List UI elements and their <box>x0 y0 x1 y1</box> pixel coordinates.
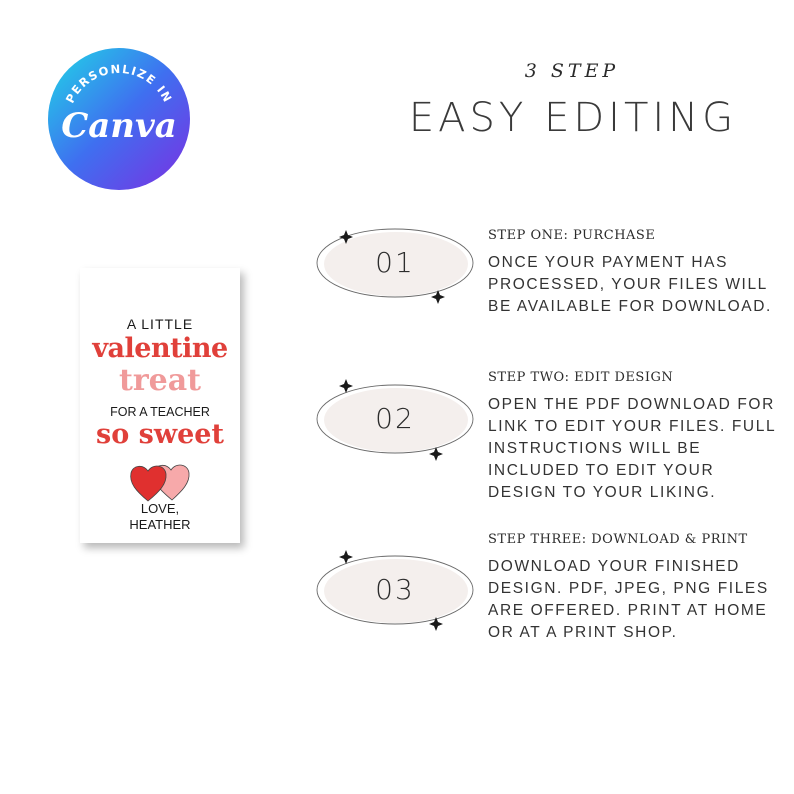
heading-big: EASY EDITING <box>408 95 738 141</box>
step-body-3: DOWNLOAD YOUR FINISHED DESIGN. PDF, JPEG, PNG FILES ARE OFFERED. PRINT AT HOME OR AT A PRINT SHOP. <box>488 558 769 641</box>
canva-badge <box>47 47 191 191</box>
step-title-1: STEP ONE: PURCHASE <box>488 228 656 243</box>
step-number-3: 03 <box>375 573 415 606</box>
step-number-1: 01 <box>375 246 415 279</box>
step-title-3: STEP THREE: DOWNLOAD & PRINT <box>488 532 748 547</box>
step-body-2: OPEN THE PDF DOWNLOAD FOR LINK TO EDIT YOUR FILES. FULL INSTRUCTIONS WILL BE INCLUDED TO EDIT YOUR DESIGN TO YOUR LIKING. <box>488 396 776 501</box>
step-badge-1 <box>310 218 480 308</box>
sample-card <box>80 268 240 543</box>
step-badge-2 <box>310 374 480 464</box>
card-line-1: A LITTLE <box>126 316 194 332</box>
step-text-1 <box>488 228 788 318</box>
step-body-1: ONCE YOUR PAYMENT HAS PROCESSED, YOUR FILES WILL BE AVAILABLE FOR DOWNLOAD. <box>488 254 772 315</box>
hearts-icon <box>126 458 196 503</box>
card-sign-1: LOVE, <box>140 501 180 516</box>
card-line-3: treat <box>118 363 202 398</box>
step-number-2: 02 <box>375 402 415 435</box>
card-line-4: FOR A TEACHER <box>110 405 210 419</box>
canva-logo-icon <box>47 47 191 191</box>
step-text-3 <box>488 532 788 644</box>
step-title-2: STEP TWO: EDIT DESIGN <box>488 370 674 385</box>
card-line-5: so sweet <box>96 419 224 450</box>
badge-brand-text: Canva <box>61 106 177 146</box>
badge-top-text: PERSONLIZE IN <box>62 61 176 106</box>
step-badge-3 <box>310 545 480 635</box>
step-text-2 <box>488 370 788 504</box>
card-line-2: valentine <box>92 333 228 364</box>
card-sign-2: HEATHER <box>129 517 191 532</box>
heading-small: 3 STEP <box>524 60 620 82</box>
